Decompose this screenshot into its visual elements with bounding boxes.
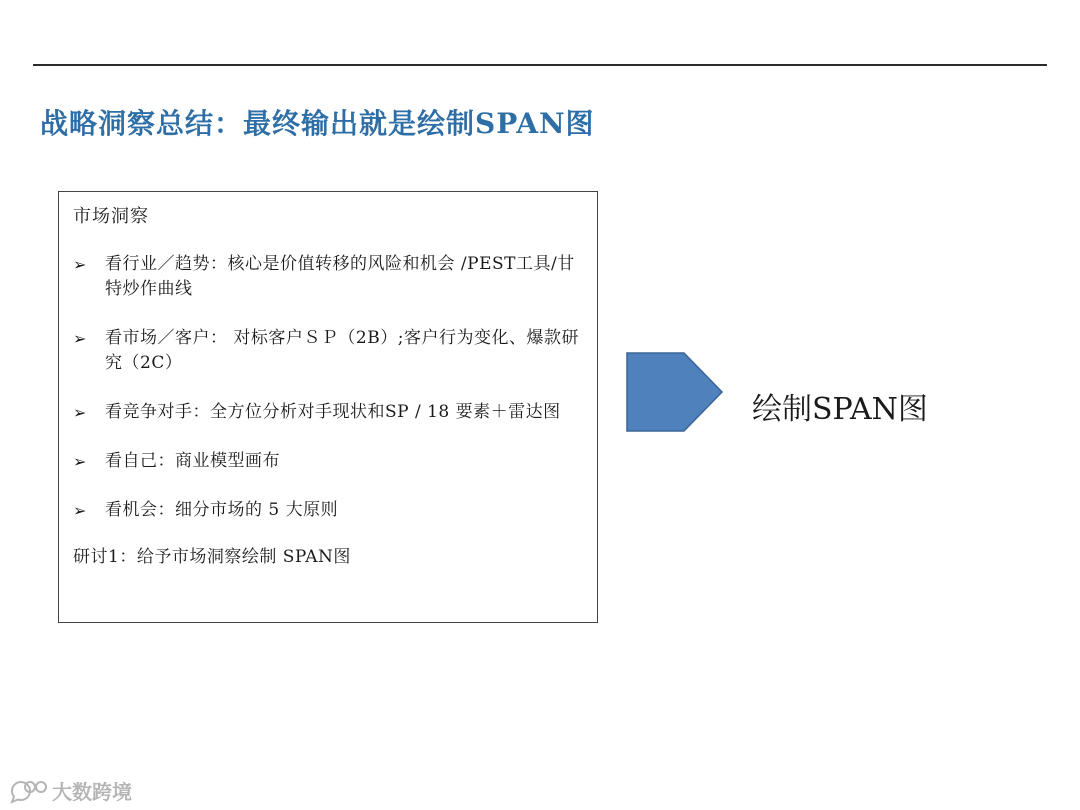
arrow-bullet-icon: ➢ [73, 403, 87, 422]
market-insight-box [58, 191, 598, 623]
chat-bubble-logo-icon [8, 778, 48, 804]
list-item-text: 看行业／趋势：核心是价值转移的风险和机会 /PEST工具/甘特炒作曲线 [105, 254, 575, 299]
arrow-bullet-icon: ➢ [73, 501, 87, 520]
output-label: 绘制SPAN图 [752, 392, 928, 427]
list-item [73, 252, 585, 302]
insight-bullet-list [73, 252, 585, 523]
list-item-text: 看竞争对手：全方位分析对手现状和SP / 18 要素＋雷达图 [105, 402, 561, 422]
list-item-text: 看自己：商业模型画布 [105, 451, 280, 471]
arrow-shape [627, 353, 722, 431]
list-item-text: 看机会：细分市场的 5 大原则 [105, 500, 339, 520]
list-item [73, 400, 585, 425]
list-item-text: 看市场／客户： 对标客户ＳＰ（2B）;客户行为变化、爆款研究（2C） [105, 328, 579, 373]
slide-title: 战略洞察总结：最终输出就是绘制SPAN图 [40, 107, 595, 140]
arrow-bullet-icon: ➢ [73, 329, 87, 348]
arrow-bullet-icon: ➢ [73, 452, 87, 471]
list-item [73, 449, 585, 474]
list-item [73, 498, 585, 523]
list-item [73, 326, 585, 376]
top-divider [33, 64, 1047, 66]
watermark [8, 776, 132, 805]
watermark-text: 大数跨境 [52, 780, 132, 804]
box-heading: 市场洞察 [73, 206, 149, 227]
workshop-note: 研讨1：给予市场洞察绘制 SPAN图 [73, 547, 351, 567]
pentagon-arrow-icon [626, 352, 724, 432]
arrow-bullet-icon: ➢ [73, 255, 87, 274]
